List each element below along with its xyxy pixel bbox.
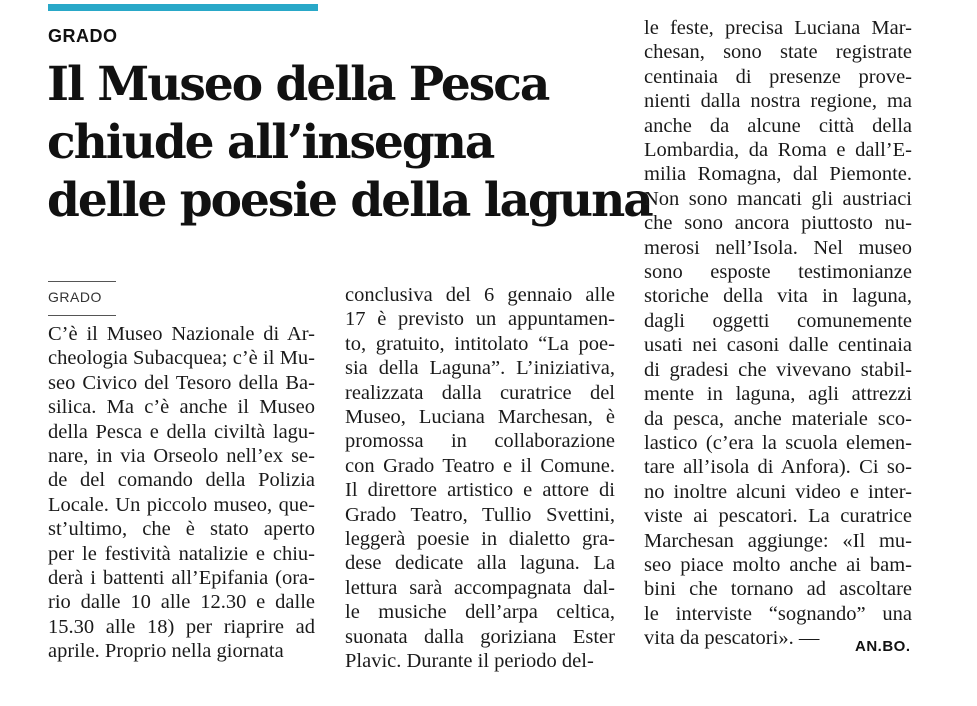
dateline-rule-bottom (48, 315, 116, 316)
text-line: Marchesan aggiunge: «Il mu- (644, 529, 912, 552)
text-line: bini che tornano ad ascoltare (644, 578, 912, 601)
text-line: 15.30 alle 18) per riaprire ad (48, 615, 315, 638)
text-line: rio dalle 10 alle 12.30 e dalle (48, 591, 315, 614)
text-line: Il direttore artistico e attore di (345, 479, 615, 502)
text-line: nienti dalla nostra regione, ma (644, 90, 912, 113)
text-line: sia della Laguna”. L’iniziativa, (345, 357, 615, 380)
text-line: st’ultimo, che è stato aperto (48, 518, 315, 541)
text-line: chesan, sono state registrate (644, 41, 912, 64)
dateline-rule-top (48, 281, 116, 282)
article-column-1 (48, 322, 315, 664)
headline-line: chiude all’insegna (47, 115, 494, 170)
text-line: lettura sarà accompagnata dal- (345, 576, 615, 599)
text-line: merosi nell’Isola. Nel museo (644, 236, 912, 259)
text-line: viste ai pescatori. La curatrice (644, 505, 912, 528)
section-accent-bar (48, 4, 318, 11)
text-line: seo piace molto anche ai bam- (644, 553, 912, 576)
text-line: Museo, Luciana Marchesan, è (345, 406, 615, 429)
text-line: Locale. Un piccolo museo, que- (48, 493, 315, 516)
article-column-3 (644, 16, 912, 651)
text-line: con Grado Teatro e il Comune. (345, 454, 615, 477)
text-line: conclusiva del 6 gennaio alle (345, 284, 615, 306)
text-line: della Pesca e della civiltà lagu- (48, 420, 315, 443)
author-signature: AN.BO. (855, 638, 911, 655)
text-line: vita da pescatori». — (644, 627, 820, 650)
text-line: dagli oggetti comunemente (644, 309, 912, 332)
text-line: suonata dalla goriziana Ester (345, 625, 615, 648)
text-line: C’è il Museo Nazionale di Ar- (48, 323, 315, 345)
text-line: Grado Teatro, Tullio Svettini, (345, 503, 615, 526)
text-line: le interviste “sognando” una (644, 602, 912, 625)
article-headline (47, 56, 652, 230)
text-line: usati nei casoni dalle centinaia (644, 334, 912, 357)
headline-line: delle poesie della laguna (47, 173, 652, 228)
text-line: seo Civico del Tesoro della Ba- (48, 371, 315, 394)
text-line: di gradesi che vivevano stabil- (644, 358, 912, 381)
text-line: realizzata dalla curatrice del (345, 381, 615, 404)
text-line: dese dedicate alla laguna. La (345, 552, 615, 575)
text-line: Non sono mancati gli austriaci (644, 187, 912, 210)
text-line: milia Romagna, dal Piemonte. (644, 163, 912, 186)
article-column-2 (345, 283, 615, 674)
text-line: lastico (c’era la scuola elemen- (644, 431, 912, 454)
text-line: sono esposte testimonianze (644, 261, 912, 284)
text-line: mente in laguna, agli attrezzi (644, 383, 912, 406)
text-line: silica. Ma c’è anche il Museo (48, 396, 315, 419)
text-line: cheologia Subacquea; c’è il Mu- (48, 347, 315, 370)
dateline: GRADO (48, 289, 102, 305)
text-line: che sono ancora piuttosto nu- (644, 212, 912, 235)
text-line: de del comando della Polizia (48, 469, 315, 492)
text-line: 17 è previsto un appuntamen- (345, 308, 615, 331)
text-line: centinaia di presenze prove- (644, 65, 912, 88)
text-line: aprile. Proprio nella giornata (48, 640, 284, 663)
text-line: per le festività natalizie e chiu- (48, 542, 315, 565)
headline-line: Il Museo della Pesca (47, 57, 549, 112)
text-line: Lombardia, da Roma e dall’E- (644, 139, 912, 162)
text-line: anche da alcune città della (644, 114, 912, 137)
text-line: tare all’isola di Anfora). Ci so- (644, 456, 912, 479)
text-line: derà i battenti all’Epifania (ora- (48, 567, 315, 590)
text-line: storiche della vita in laguna, (644, 285, 912, 308)
text-line: to, gratuito, intitolato “La poe- (345, 332, 615, 355)
text-line: le musiche dell’arpa celtica, (345, 601, 615, 624)
text-line: le feste, precisa Luciana Mar- (644, 17, 912, 39)
text-line: leggerà poesie in dialetto gra- (345, 528, 615, 551)
text-line: da pesca, anche materiale sco- (644, 407, 912, 430)
text-line: promossa in collaborazione (345, 430, 615, 453)
text-line: nare, in via Orseolo nell’ex se- (48, 445, 315, 468)
section-kicker: GRADO (48, 26, 118, 46)
text-line: Plavic. Durante il periodo del- (345, 650, 594, 673)
text-line: no inoltre alcuni video e inter- (644, 480, 912, 503)
